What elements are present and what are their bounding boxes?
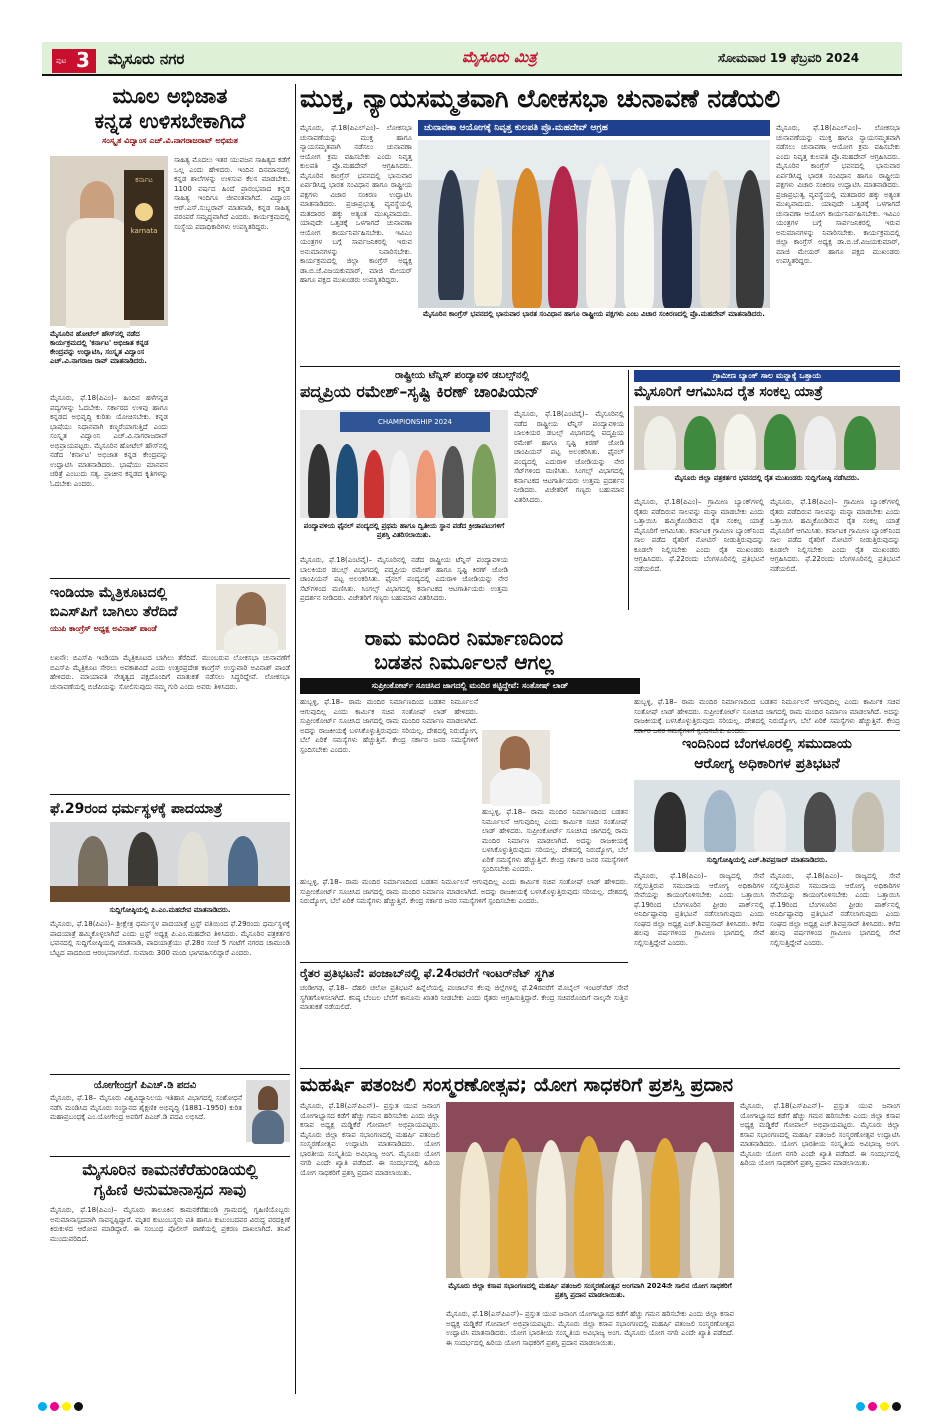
yoga-award-story bbox=[300, 1072, 900, 1392]
divider bbox=[50, 1156, 290, 1157]
headline: ರೈತರ ಪ್ರತಿಭಟನೆ: ಪಂಜಾಬ್‌ನಲ್ಲಿ ಫೆ.24ರವರೆಗೆ ಇಂಟರ್‌ನೆಟ್ ಸ್ಥಗಿತ bbox=[300, 966, 555, 980]
column-rule bbox=[628, 370, 629, 610]
registration-dot bbox=[38, 1402, 47, 1411]
ram-mandir-story bbox=[300, 626, 628, 960]
photo-caption: ಸುದ್ದಿಗೋಷ್ಠಿಯಲ್ಲಿ ಪಿ.ಎಂ.ಮಹದೇವ ಮಾತನಾಡಿದರು. bbox=[109, 906, 231, 914]
headline: ರಾಮ ಮಂದಿರ ನಿರ್ಮಾಣದಿಂದ ಬಡತನ ನಿರ್ಮೂಲನೆ ಆಗಲ್ಲ bbox=[364, 626, 564, 674]
divider bbox=[50, 1074, 290, 1075]
story-body-left: ಮೈಸೂರು, ಫೆ.18(ಪಿಎಂ)– ಹಿಂದಿನ ಹಳೆಗನ್ನಡ ಪದ್ಯಗಳನ್ನು ಓದಬೇಕು. ಸರ್ಕಾರದ ಉಳಿವು ಹಾಗೂ ಕನ್ನಡದ ಅಭಿವೃದ್ಧಿ ಕುರಿತು ಯೋಚಿಸಬೇಕು. ಕನ್ನಡ ಭಾಷೆಯು ನಿಧಾನವಾಗಿ ಕಣ್ಮರೆಯಾಗುತ್ತಿದೆ ಎಂದು ಸಂಸ್ಕೃತ ವಿದ್ವಾಂಸ ಎಚ್.ವಿ.ನಾಗರಾಜರಾವ್ ಅಭಿಪ್ರಾಯಪಟ್ಟರು. ಮೈಸೂರಿನ ಹೋಟೆಲ್ ಹೌಸ್‌ನಲ್ಲಿ ನಡೆದ 'ಕರ್ನಾಟ' ಅಭಿಜಾತ ಕನ್ನಡ ಕೇಂದ್ರವನ್ನು ಉದ್ಘಾಟಿಸಿ ಮಾತನಾಡಿದರು. ಭಾಷೆಯು ಮಾನವನ ಚರಿತ್ರೆ ಎಂಬುದು ಸತ್ಯ. ಪ್ರಾಚೀನ ಕನ್ನಡದ ಕೃತಿಗಳನ್ನು ಓದಬೇಕು ಎಂದರು. bbox=[50, 394, 168, 488]
kicker: ರಾಷ್ಟ್ರೀಯ ಟೆನ್ನಿಸ್ ಪಂದ್ಯಾವಳಿ ಡಬಲ್ಸ್‌ನಲ್ಲಿ bbox=[394, 370, 530, 381]
page-label: ಪುಟ bbox=[56, 57, 67, 65]
registration-dot bbox=[62, 1402, 71, 1411]
paper-name: ಮೈಸೂರು ಮಿತ್ರ bbox=[462, 48, 537, 66]
headline: ಮೂಲ ಅಭಿಜಾತ ಕನ್ನಡ ಉಳಿಸಬೇಕಾಗಿದೆ bbox=[94, 84, 246, 133]
farmers-protest-story bbox=[300, 964, 628, 1066]
masthead bbox=[42, 42, 902, 76]
headline: ಮೈಸೂರಿನ ಕಾಮನಕೆರೆಹುಂಡಿಯಲ್ಲಿ ಗೃಹಿಣಿ ಅನುಮಾನಾಸ್ಪದ ಸಾವು bbox=[82, 1160, 258, 1199]
story-body-right: ಮೈಸೂರು, ಫೆ.18(ಎಂಟಿವೈ)– ಮೈಸೂರಿನಲ್ಲಿ ನಡೆದ ರಾಷ್ಟ್ರೀಯ ಟೆನ್ನಿಸ್ ಪಂದ್ಯಾವಳಿಯ ಬಾಲಕಿಯರ ಡಬಲ್ಸ್ ವಿಭಾಗದಲ್ಲಿ ಪದ್ಮಪ್ರಿಯ ರಮೇಶ್ ಹಾಗೂ ಸೃಷ್ಟಿ ಕಿರಣ್ ಜೋಡಿ ಚಾಂಪಿಯನ್ ಪಟ್ಟ ಅಲಂಕರಿಸಿತು. ಫೈನಲ್ ಪಂದ್ಯದಲ್ಲಿ ಎದುರಾಳಿ ಜೋಡಿಯನ್ನು ನೇರ ಸೆಟ್‌ಗಳಿಂದ ಮಣಿಸಿತು. ಸಿಂಗಲ್ಸ್ ವಿಭಾಗದಲ್ಲಿ ಕರ್ನಾಟಕದ ಆಟಗಾರ್ತಿಯರು ಉತ್ತಮ ಪ್ರದರ್ಶನ ನೀಡಿದರು. ವಿಜೇತರಿಗೆ ಗಣ್ಯರು ಬಹುಮಾನ ವಿತರಿಸಿದರು. bbox=[514, 410, 624, 504]
speaker-photo bbox=[50, 156, 168, 326]
story-body-right: ಮೈಸೂರು, ಫೆ.18(ಎಸ್‌ಪಿಎನ್)– ಪ್ರಸ್ತುತ ಯುವ ಜನಾಂಗ ಯೋಗಾಭ್ಯಾಸದ ಕಡೆಗೆ ಹೆಚ್ಚು ಗಮನ ಹರಿಸಬೇಕು ಎಂದು ಜಿಲ್ಲಾ ಕಸಾಪ ಅಧ್ಯಕ್ಷ ಮಡ್ಡಿಕೆರೆ ಗೋಪಾಲ್ ಅಭಿಪ್ರಾಯಪಟ್ಟರು. ಮೈಸೂರು ಜಿಲ್ಲಾ ಕಸಾಪ ಸಭಾಂಗಣದಲ್ಲಿ ಮಹರ್ಷಿ ಪತಂಜಲಿ ಸಂಸ್ಮರಣೋತ್ಸವ ಉದ್ಘಾಟಿಸಿ ಮಾತನಾಡಿದರು. ಯೋಗ ಭಾರತೀಯ ಸಂಸ್ಕೃತಿಯ ಅವಿಭಾಜ್ಯ ಅಂಗ. ಮೈಸೂರು ಯೋಗ ನಗರಿ ಎಂದೇ ಖ್ಯಾತಿ ಪಡೆದಿದೆ. ಈ ಸಂದರ್ಭದಲ್ಲಿ ಹಿರಿಯ ಯೋಗ ಸಾಧಕರಿಗೆ ಪ್ರಶಸ್ತಿ ಪ್ರದಾನ ಮಾಡಲಾಯಿತು. bbox=[740, 1102, 900, 1167]
minister-photo bbox=[482, 730, 550, 804]
photo-caption: ಮೈಸೂರಿನ ಹೋಟೆಲ್ ಹೌಸ್‌ನಲ್ಲಿ ನಡೆದ ಕಾರ್ಯಕ್ರಮದಲ್ಲಿ 'ಕರ್ನಾಟ' ಅಭಿಜಾತ ಕನ್ನಡ ಕೇಂದ್ರವನ್ನು ಉದ್ಘಾಟಿಸಿ, ಸಂಸ್ಕೃತ ವಿದ್ವಾಂಸ ಎಚ್.ವಿ.ನಾಗರಾಜ ರಾವ್ ಮಾತನಾಡಿದರು. bbox=[50, 330, 149, 365]
championship-banner: CHAMPIONSHIP 2024 bbox=[340, 412, 490, 432]
column-rule bbox=[295, 84, 296, 1394]
press-meet-photo bbox=[634, 780, 900, 852]
lead-body-left: ಮೈಸೂರು, ಫೆ.18(ಪಿಎಲ್‌ಎಂ)– ಲೋಕಸಭಾ ಚುನಾವಣೆಯನ್ನು ಮುಕ್ತ ಹಾಗೂ ನ್ಯಾಯಸಮ್ಮತವಾಗಿ ನಡೆಸಲು ಚುನಾವಣಾ ಆಯೋಗ ಕ್ರಮ ವಹಿಸಬೇಕು ಎಂದು ನಿವೃತ್ತ ಕುಲಪತಿ ಪ್ರೊ.ಮಹದೇವ್ ಆಗ್ರಹಿಸಿದರು. ಮೈಸೂರಿನ ಕಾಂಗ್ರೆಸ್ ಭವನದಲ್ಲಿ ಭಾನುವಾರ ಏರ್ಪಡಿಸಿದ್ದ ಭಾರತ ಸಂವಿಧಾನ ಹಾಗೂ ರಾಷ್ಟ್ರೀಯ ಪಕ್ಷಗಳು ವಿಚಾರ ಸಂಕಿರಣ ಉದ್ಘಾಟಿಸಿ ಮಾತನಾಡಿದರು. ಪ್ರಜಾಪ್ರಭುತ್ವ ವ್ಯವಸ್ಥೆಯಲ್ಲಿ ಮತದಾರರ ಹಕ್ಕು ಅತ್ಯಂತ ಮುಖ್ಯವಾದುದು. ಯಾವುದೇ ಒತ್ತಡಕ್ಕೆ ಒಳಗಾಗದೆ ಚುನಾವಣಾ ಆಯೋಗ ಕಾರ್ಯನಿರ್ವಹಿಸಬೇಕು. ಇವಿಎಂ ಯಂತ್ರಗಳ ಬಗ್ಗೆ ಸಾರ್ವಜನಿಕರಲ್ಲಿ ಇರುವ ಅನುಮಾನಗಳನ್ನು ನಿವಾರಿಸಬೇಕು. ಕಾರ್ಯಕ್ರಮದಲ್ಲಿ ಜಿಲ್ಲಾ ಕಾಂಗ್ರೆಸ್ ಅಧ್ಯಕ್ಷ ಡಾ.ಬಿ.ಜೆ.ವಿಜಯಕುಮಾರ್, ಮಾಜಿ ಮೇಯರ್ ಹಾಗೂ ಪಕ್ಷದ ಮುಖಂಡರು ಉಪಸ್ಥಿತರಿದ್ದರು. bbox=[300, 124, 412, 284]
page-number: 3 bbox=[76, 48, 90, 72]
headline: ಫೆ.29ರಂದ ಧರ್ಮಸ್ಥಳಕ್ಕೆ ಪಾದಯಾತ್ರೆ bbox=[50, 801, 223, 817]
photo-caption: ಪಂದ್ಯಾವಳಿಯ ಫೈನಲ್ ಪಂದ್ಯದಲ್ಲಿ ಪ್ರಥಮ ಹಾಗೂ ದ್ವಿತೀಯ ಸ್ಥಾನ ಪಡೆದ ಕ್ರೀಡಾಪಟುಗಳಿಗೆ ಪ್ರಶಸ್ತಿ ವಿತರಿಸಲಾಯಿತು. bbox=[303, 522, 505, 539]
kicker-bar: ಚುನಾವಣಾ ಆಯೋಗಕ್ಕೆ ನಿವೃತ್ತ ಕುಲಪತಿ ಪ್ರೊ.ಮಹದೇವ್ ಆಗ್ರಹ bbox=[418, 120, 770, 136]
divider bbox=[50, 794, 290, 795]
story-body-right: ಸಾಹಿತ್ಯ ಮೊದಲು ಇತರ ಯುವಜನ ಸಾಹಿತ್ಯದ ಕಡೆಗೆ ಒಲ್ಲ ಎಂದು ಹೇಳಿದರು. ಇಂದಿನ ದಿನಮಾನದಲ್ಲಿ ಕನ್ನಡ ಶಾಲೆಗಳನ್ನು ಉಳಿಸುವ ಕೆಲಸ ಮಾಡಬೇಕು. 1100 ವರ್ಷದ ಹಿಂದೆ ಪ್ರಾರಂಭವಾದ ಕನ್ನಡ ಸಾಹಿತ್ಯ ಇಂದಿಗೂ ಜೀವಂತವಾಗಿದೆ. ವಿದ್ವಾಂಸ ಆರ್.ಎಸ್.ಸುಬ್ಬರಾವ್ ಮಾತನಾಡಿ, ಕನ್ನಡ ಸಾಹಿತ್ಯ ಪರಂಪರೆ ಸಮೃದ್ಧವಾಗಿದೆ ಎಂದರು. ಕಾರ್ಯಕ್ರಮದಲ್ಲಿ ಸಂಸ್ಥೆಯ ಪದಾಧಿಕಾರಿಗಳು ಉಪಸ್ಥಿತರಿದ್ದರು. bbox=[174, 156, 290, 231]
health-officers-story bbox=[634, 734, 900, 1046]
story-kannada-classical bbox=[50, 84, 290, 574]
kicker: ಗ್ರಾಮೀಣ ಬ್ಯಾಂಕ್ ಸಾಲ ಮನ್ನಾಕ್ಕೆ ಒತ್ತಾಯ bbox=[634, 370, 900, 382]
story-body-left: ಹುಬ್ಬಳ್ಳಿ, ಫೆ.18– ರಾಮ ಮಂದಿರ ನಿರ್ಮಾಣದಿಂದ ಬಡತನ ನಿರ್ಮೂಲನೆ ಆಗುವುದಿಲ್ಲ ಎಂದು ಕಾರ್ಮಿಕ ಸಚಿವ ಸಂತೋಷ್ ಲಾಡ್ ಹೇಳಿದರು. ಸುಪ್ರೀಂಕೋರ್ಟ್ ಸೂಚಿಸಿದ ಜಾಗದಲ್ಲಿ ರಾಮ ಮಂದಿರ ನಿರ್ಮಾಣ ಮಾಡಲಾಗಿದೆ. ಅದನ್ನು ರಾಜಕೀಯಕ್ಕೆ ಬಳಸಿಕೊಳ್ಳುತ್ತಿರುವುದು ಸರಿಯಲ್ಲ. ದೇಶದಲ್ಲಿ ನಿರುದ್ಯೋಗ, ಬೆಲೆ ಏರಿಕೆ ಸಮಸ್ಯೆಗಳು ಹೆಚ್ಚುತ್ತಿವೆ. ಕೇಂದ್ರ ಸರ್ಕಾರ ಜನರ ಸಮಸ್ಯೆಗಳಿಗೆ ಸ್ಪಂದಿಸಬೇಕು ಎಂದರು. bbox=[300, 698, 478, 754]
photo-caption: ಸುದ್ದಿಗೋಷ್ಠಿಯಲ್ಲಿ ಎಚ್.ಶಿವಪ್ರಸಾದ್ ಮಾತನಾಡಿದರು. bbox=[706, 856, 828, 864]
tennis-photo bbox=[300, 410, 508, 518]
seminar-photo bbox=[418, 140, 770, 308]
story-body-left: ಮೈಸೂರು, ಫೆ.18(ಪಿಎಂ)– ರಾಜ್ಯದಲ್ಲಿ ಸೇವೆ ಸಲ್ಲಿಸುತ್ತಿರುವ ಸಮುದಾಯ ಆರೋಗ್ಯ ಅಧಿಕಾರಿಗಳ ಸೇವೆಯನ್ನು ಕಾಯಂಗೊಳಿಸಬೇಕು ಎಂದು ಒತ್ತಾಯಿಸಿ ಫೆ.19ರಿಂದ ಬೆಂಗಳೂರಿನ ಫ್ರೀಡಂ ಪಾರ್ಕ್‌ನಲ್ಲಿ ಅನಿರ್ದಿಷ್ಟಾವಧಿ ಪ್ರತಿಭಟನೆ ನಡೆಸಲಾಗುವುದು ಎಂದು ಸಂಘದ ಜಿಲ್ಲಾ ಅಧ್ಯಕ್ಷ ಎಚ್.ಶಿವಪ್ರಸಾದ್ ತಿಳಿಸಿದರು. ಕಳೆದ ಹಲವು ವರ್ಷಗಳಿಂದ ಗ್ರಾಮೀಣ ಭಾಗದಲ್ಲಿ ಸೇವೆ ಸಲ್ಲಿಸುತ್ತಿದ್ದೇವೆ ಎಂದರು. bbox=[634, 872, 764, 947]
headline: ಪದ್ಮಪ್ರಿಯ ರಮೇಶ್–ಸೃಷ್ಟಿ ಕಿರಣ್ ಚಾಂಪಿಯನ್ bbox=[300, 382, 540, 401]
story-body-left: ಮೈಸೂರು, ಫೆ.18(ಪಿಎಂ)– ಗ್ರಾಮೀಣ ಬ್ಯಾಂಕ್‌ಗಳಲ್ಲಿ ರೈತರು ಪಡೆದಿರುವ ಸಾಲವನ್ನು ಮನ್ನಾ ಮಾಡಬೇಕು ಎಂದು ಒತ್ತಾಯಿಸಿ ಹಮ್ಮಿಕೊಂಡಿರುವ ರೈತ ಸಂಕಲ್ಪ ಯಾತ್ರೆ ಮೈಸೂರಿಗೆ ಆಗಮಿಸಿತು. ಕರ್ನಾಟಕ ಗ್ರಾಮೀಣ ಬ್ಯಾಂಕ್‌ನಿಂದ ಸಾಲ ಪಡೆದ ರೈತರಿಗೆ ನೋಟಿಸ್ ನೀಡುತ್ತಿರುವುದನ್ನು ಕೂಡಲೇ ನಿಲ್ಲಿಸಬೇಕು ಎಂದು ರೈತ ಮುಖಂಡರು ಆಗ್ರಹಿಸಿದರು. ಫೆ.22ರಂದು ಬೆಂಗಳೂರಿನಲ್ಲಿ ಪ್ರತಿಭಟನೆ ನಡೆಯಲಿದೆ. bbox=[634, 498, 764, 573]
story-padayatra bbox=[50, 800, 290, 1070]
photo-caption: ಮೈಸೂರು ಜಿಲ್ಲಾ ಕಸಾಪ ಸಭಾಂಗಣದಲ್ಲಿ ಮಹರ್ಷಿ ಪತಂಜಲಿ ಸಂಸ್ಮರಣೋತ್ಸವ ಅಂಗವಾಗಿ 2024ನೇ ಸಾಲಿನ ಯೋಗ ಸಾಧಕರಿಗೆ ಪ್ರಶಸ್ತಿ ಪ್ರದಾನ ಮಾಡಲಾಯಿತು. bbox=[448, 1282, 732, 1299]
registration-dot bbox=[50, 1402, 59, 1411]
photo-caption: ಮೈಸೂರಿನ ಕಾಂಗ್ರೆಸ್ ಭವನದಲ್ಲಿ ಭಾನುವಾರ ಭಾರತ ಸಂವಿಧಾನ ಹಾಗೂ ರಾಷ್ಟ್ರೀಯ ಪಕ್ಷಗಳು ಎಂಬ ವಿಚಾರ ಸಂಕಿರಣದಲ್ಲಿ ಪ್ರೊ.ಮಹದೇವ್ ಮಾತನಾಡಿದರು. bbox=[423, 310, 765, 318]
award-photo bbox=[446, 1102, 734, 1278]
scholar-photo bbox=[246, 1080, 290, 1142]
story-body: ಮೈಸೂರು, ಫೆ.18(ಪಿಎಂ)– ಮೈಸೂರು ತಾಲೂಕಿನ ಕಾಮನಕೆರೆಹುಂಡಿ ಗ್ರಾಮದಲ್ಲಿ ಗೃಹಿಣಿಯೊಬ್ಬರು ಅನುಮಾನಾಸ್ಪದವಾಗಿ ಸಾವನ್ನಪ್ಪಿದ್ದಾರೆ. ಮೃತರ ಕುಟುಂಬಸ್ಥರು ಪತಿ ಹಾಗೂ ಕುಟುಂಬದವರ ವಿರುದ್ಧ ವರದಕ್ಷಿಣೆ ಕಿರುಕುಳದ ಆರೋಪ ಮಾಡಿದ್ದಾರೆ. ಈ ಸಂಬಂಧ ಪೊಲೀಸ್ ಠಾಣೆಯಲ್ಲಿ ಪ್ರಕರಣ ದಾಖಲಾಗಿದೆ. ತನಿಖೆ ಮುಂದುವರಿದಿದೆ. bbox=[50, 1206, 290, 1243]
banner-standee: ಕರ್ನಾಟ karnata bbox=[124, 170, 164, 320]
issue-date: ಸೋಮವಾರ 19 ಫೆಬ್ರವರಿ 2024 bbox=[718, 51, 860, 65]
page-number-box bbox=[52, 49, 96, 73]
story-body-left: ಮೈಸೂರು, ಫೆ.18(ಎಂಟಿವೈ)– ಮೈಸೂರಿನಲ್ಲಿ ನಡೆದ ರಾಷ್ಟ್ರೀಯ ಟೆನ್ನಿಸ್ ಪಂದ್ಯಾವಳಿಯ ಬಾಲಕಿಯರ ಡಬಲ್ಸ್ ವಿಭಾಗದಲ್ಲಿ ಪದ್ಮಪ್ರಿಯ ರಮೇಶ್ ಹಾಗೂ ಸೃಷ್ಟಿ ಕಿರಣ್ ಜೋಡಿ ಚಾಂಪಿಯನ್ ಪಟ್ಟ ಅಲಂಕರಿಸಿತು. ಫೈನಲ್ ಪಂದ್ಯದಲ್ಲಿ ಎದುರಾಳಿ ಜೋಡಿಯನ್ನು ನೇರ ಸೆಟ್‌ಗಳಿಂದ ಮಣಿಸಿತು. ಸಿಂಗಲ್ಸ್ ವಿಭಾಗದಲ್ಲಿ ಕರ್ನಾಟಕದ ಆಟಗಾರ್ತಿಯರು ಉತ್ತಮ ಪ್ರದರ್ಶನ ನೀಡಿದರು. ವಿಜೇತರಿಗೆ ಗಣ್ಯರು ಬಹುಮಾನ ವಿತರಿಸಿದರು. bbox=[300, 556, 508, 602]
ram-story-continued: ಹುಬ್ಬಳ್ಳಿ, ಫೆ.18– ರಾಮ ಮಂದಿರ ನಿರ್ಮಾಣದಿಂದ ಬಡತನ ನಿರ್ಮೂಲನೆ ಆಗುವುದಿಲ್ಲ ಎಂದು ಕಾರ್ಮಿಕ ಸಚಿವ ಸಂತೋಷ್ ಲಾಡ್ ಹೇಳಿದರು. ಸುಪ್ರೀಂಕೋರ್ಟ್ ಸೂಚಿಸಿದ ಜಾಗದಲ್ಲಿ ರಾಮ ಮಂದಿರ ನಿರ್ಮಾಣ ಮಾಡಲಾಗಿದೆ. ಅದನ್ನು ರಾಜಕೀಯಕ್ಕೆ ಬಳಸಿಕೊಳ್ಳುತ್ತಿರುವುದು ಸರಿಯಲ್ಲ. ದೇಶದಲ್ಲಿ ನಿರುದ್ಯೋಗ, ಬೆಲೆ ಏರಿಕೆ ಸಮಸ್ಯೆಗಳು ಹೆಚ್ಚುತ್ತಿವೆ. ಕೇಂದ್ರ bbox=[634, 698, 900, 725]
registration-dot bbox=[892, 1402, 901, 1411]
subhead: ಯುಪಿ ಕಾಂಗ್ರೆಸ್ ಅಧ್ಯಕ್ಷ ಅವಿನಾಶ್ ಪಾಂಡೆ bbox=[50, 624, 157, 633]
lead-body-right: ಮೈಸೂರು, ಫೆ.18(ಪಿಎಲ್‌ಎಂ)– ಲೋಕಸಭಾ ಚುನಾವಣೆಯನ್ನು ಮುಕ್ತ ಹಾಗೂ ನ್ಯಾಯಸಮ್ಮತವಾಗಿ ನಡೆಸಲು ಚುನಾವಣಾ ಆಯೋಗ ಕ್ರಮ ವಹಿಸಬೇಕು ಎಂದು ನಿವೃತ್ತ ಕುಲಪತಿ ಪ್ರೊ.ಮಹದೇವ್ ಆಗ್ರಹಿಸಿದರು. ಮೈಸೂರಿನ ಕಾಂಗ್ರೆಸ್ ಭವನದಲ್ಲಿ ಭಾನುವಾರ ಏರ್ಪಡಿಸಿದ್ದ ಭಾರತ ಸಂವಿಧಾನ ಹಾಗೂ ರಾಷ್ಟ್ರೀಯ ಪಕ್ಷಗಳು ವಿಚಾರ ಸಂಕಿರಣ ಉದ್ಘಾಟಿಸಿ ಮಾತನಾಡಿದರು. ಪ್ರಜಾಪ್ರಭುತ್ವ ವ್ಯವಸ್ಥೆಯಲ್ಲಿ ಮತದಾರರ ಹಕ್ಕು ಅತ್ಯಂತ ಮುಖ್ಯವಾದುದು. ಯಾವುದೇ ಒತ್ತಡಕ್ಕೆ ಒಳಗಾಗದೆ ಚುನಾವಣಾ ಆಯೋಗ ಕಾರ್ಯನಿರ್ವಹಿಸಬೇಕು. ಇವಿಎಂ ಯಂತ್ರಗಳ ಬಗ್ಗೆ ಸಾರ್ವಜನಿಕರಲ್ಲಿ ಇರುವ ಅನುಮಾನಗಳನ್ನು ನಿವಾರಿಸಬೇಕು. ಕಾರ್ಯಕ್ರಮದಲ್ಲಿ ಜಿಲ್ಲಾ ಕಾಂಗ್ರೆಸ್ ಅಧ್ಯಕ್ಷ ಡಾ.ಬಿ.ಜೆ.ವಿಜಯಕುಮಾರ್, ಮಾಜಿ ಮೇಯರ್ ಹಾಗೂ ಪಕ್ಷದ ಮುಖಂಡರು ಉಪಸ್ಥಿತರಿದ್ದರು. bbox=[776, 124, 900, 265]
story-body-left: ಮೈಸೂರು, ಫೆ.18(ಎಸ್‌ಪಿಎನ್)– ಪ್ರಸ್ತುತ ಯುವ ಜನಾಂಗ ಯೋಗಾಭ್ಯಾಸದ ಕಡೆಗೆ ಹೆಚ್ಚು ಗಮನ ಹರಿಸಬೇಕು ಎಂದು ಜಿಲ್ಲಾ ಕಸಾಪ ಅಧ್ಯಕ್ಷ ಮಡ್ಡಿಕೆರೆ ಗೋಪಾಲ್ ಅಭಿಪ್ರಾಯಪಟ್ಟರು. ಮೈಸೂರು ಜಿಲ್ಲಾ ಕಸಾಪ ಸಭಾಂಗಣದಲ್ಲಿ ಮಹರ್ಷಿ ಪತಂಜಲಿ ಸಂಸ್ಮರಣೋತ್ಸವ ಉದ್ಘಾಟಿಸಿ ಮಾತನಾಡಿದರು. ಯೋಗ ಭಾರತೀಯ ಸಂಸ್ಕೃತಿಯ ಅವಿಭಾಜ್ಯ ಅಂಗ. ಮೈಸೂರು ಯೋಗ ನಗರಿ ಎಂದೇ ಖ್ಯಾತಿ ಪಡೆದಿದೆ. ಈ ಸಂದರ್ಭದಲ್ಲಿ ಹಿರಿಯ ಯೋಗ ಸಾಧಕರಿಗೆ ಪ್ರಶಸ್ತಿ ಪ್ರದಾನ ಮಾಡಲಾಯಿತು. bbox=[300, 1102, 440, 1177]
story-body-lower: ಹುಬ್ಬಳ್ಳಿ, ಫೆ.18– ರಾಮ ಮಂದಿರ ನಿರ್ಮಾಣದಿಂದ ಬಡತನ ನಿರ್ಮೂಲನೆ ಆಗುವುದಿಲ್ಲ ಎಂದು ಕಾರ್ಮಿಕ ಸಚಿವ ಸಂತೋಷ್ ಲಾಡ್ ಹೇಳಿದರು. ಸುಪ್ರೀಂಕೋರ್ಟ್ ಸೂಚಿಸಿದ ಜಾಗದಲ್ಲಿ ರಾಮ ಮಂದಿರ ನಿರ್ಮಾಣ ಮಾಡಲಾಗಿದೆ. ಅದನ್ನು ರಾಜಕೀಯಕ್ಕೆ ಬಳಸಿಕೊಳ್ಳುತ್ತಿರುವುದು ಸರಿಯಲ್ಲ. ದೇಶದಲ್ಲಿ ನಿರುದ್ಯೋಗ, ಬೆಲೆ ಏರಿಕೆ ಸಮಸ್ಯೆಗಳು ಹೆಚ್ಚುತ್ತಿವೆ. ಕೇಂದ್ರ ಸರ್ಕಾರ ಜನರ ಸಮಸ್ಯೆಗಳಿಗೆ ಸ್ಪಂದಿಸಬೇಕು ಎಂದರು. bbox=[300, 878, 628, 905]
divider bbox=[50, 578, 290, 579]
story-housewife-death bbox=[50, 1160, 290, 1390]
divider bbox=[300, 366, 900, 367]
divider bbox=[300, 1068, 900, 1069]
leader-photo bbox=[216, 584, 286, 650]
registration-dot bbox=[880, 1402, 889, 1411]
story-body: ಲಖನೌ: ಬಿಎಸ್‌ಪಿ ಇಂಡಿಯಾ ಮೈತ್ರಿಕೂಟದ ಬಾಗಿಲು ತೆರೆದಿದೆ. ಮುಂಬರುವ ಲೋಕಸಭಾ ಚುನಾವಣೆಗೆ ಬಿಎಸ್‌ಪಿ ಮೈತ್ರಿಕೂಟ ಸೇರಲು ಅವಕಾಶವಿದೆ ಎಂದು ಉತ್ತರಪ್ರದೇಶ ಕಾಂಗ್ರೆಸ್ ಉಸ್ತುವಾರಿ ಅವಿನಾಶ್ ಪಾಂಡೆ ಹೇಳಿದರು. ಮಾಯಾವತಿ ನೇತೃತ್ವದ ಪಕ್ಷದೊಂದಿಗೆ ಮಾತುಕತೆ ನಡೆಸಲು ಸಿದ್ಧರಿದ್ದೇವೆ. ಲೋಕಸಭಾ ಚುನಾವಣೆಯಲ್ಲಿ ಬಿಜೆಪಿಯನ್ನು ಸೋಲಿಸುವುದು ನಮ್ಮ ಗುರಿ ಎಂದು ಅವರು ತಿಳಿಸಿದರು. bbox=[50, 654, 290, 691]
lead-story bbox=[300, 84, 900, 364]
registration-dot bbox=[74, 1402, 83, 1411]
yatra-photo bbox=[634, 406, 900, 470]
registration-dot bbox=[868, 1402, 877, 1411]
subhead: ಸಂಸ್ಕೃತ ವಿದ್ವಾಂಸ ಎಚ್.ವಿ.ನಾಗರಾಜರಾವ್ ಅಭಿಮತ bbox=[102, 136, 238, 145]
story-body: ಮೈಸೂರು, ಫೆ.18(ಪಿಎಂ)– ಶ್ರೀಕ್ಷೇತ್ರ ಧರ್ಮಸ್ಥಳ ಪಾದಯಾತ್ರೆ ಟ್ರಸ್ಟ್ ವತಿಯಿಂದ ಫೆ.29ರಂದು ಧರ್ಮಸ್ಥಳಕ್ಕೆ ಪಾದಯಾತ್ರೆ ಹಮ್ಮಿಕೊಳ್ಳಲಾಗಿದೆ ಎಂದು ಟ್ರಸ್ಟ್ ಅಧ್ಯಕ್ಷ ಪಿ.ಎಂ.ಮಹದೇವ ತಿಳಿಸಿದರು. ಮೈಸೂರಿನ ಪತ್ರಕರ್ತರ ಭವನದಲ್ಲಿ ಸುದ್ದಿಗೋಷ್ಠಿಯಲ್ಲಿ ಮಾತನಾಡಿ, ಪಾದಯಾತ್ರೆಯು ಫೆ.28ರ ಸಂಜೆ 5 ಗಂಟೆಗೆ ನಗರದ ಚಾಮುಂಡಿ ಬೆಟ್ಟದ ಪಾದದಿಂದ ಆರಂಭವಾಗಲಿದೆ. ಸುಮಾರು 300 ಮಂದಿ ಭಾಗವಹಿಸಲಿದ್ದಾರೆ ಎಂದರು. bbox=[50, 920, 290, 957]
yatra-story bbox=[634, 370, 900, 696]
story-body-right: ಮೈಸೂರು, ಫೆ.18(ಪಿಎಂ)– ರಾಜ್ಯದಲ್ಲಿ ಸೇವೆ ಸಲ್ಲಿಸುತ್ತಿರುವ ಸಮುದಾಯ ಆರೋಗ್ಯ ಅಧಿಕಾರಿಗಳ ಸೇವೆಯನ್ನು ಕಾಯಂಗೊಳಿಸಬೇಕು ಎಂದು ಒತ್ತಾಯಿಸಿ ಫೆ.19ರಿಂದ ಬೆಂಗಳೂರಿನ ಫ್ರೀಡಂ ಪಾರ್ಕ್‌ನಲ್ಲಿ ಅನಿರ್ದಿಷ್ಟಾವಧಿ ಪ್ರತಿಭಟನೆ ನಡೆಸಲಾಗುವುದು ಎಂದು ಸಂಘದ ಜಿಲ್ಲಾ ಅಧ್ಯಕ್ಷ ಎಚ್.ಶಿವಪ್ರಸಾದ್ ತಿಳಿಸಿದರು. ಕಳೆದ ಹಲವು ವರ್ಷಗಳಿಂದ ಗ್ರಾಮೀಣ ಭಾಗದಲ್ಲಿ ಸೇವೆ ಸಲ್ಲಿಸುತ್ತಿದ್ದೇವೆ ಎಂದರು. bbox=[770, 872, 900, 947]
tennis-story bbox=[300, 370, 624, 622]
headline: ಮೈಸೂರಿಗೆ ಆಗಮಿಸಿದ ರೈತ ಸಂಕಲ್ಪ ಯಾತ್ರೆ bbox=[634, 384, 823, 400]
lead-headline: ಮುಕ್ತ, ನ್ಯಾಯಸಮ್ಮತವಾಗಿ ಲೋಕಸಭಾ ಚುನಾವಣೆ ನಡೆಯಲಿ bbox=[300, 84, 781, 113]
story-body-mid: ಮೈಸೂರು, ಫೆ.18(ಎಸ್‌ಪಿಎನ್)– ಪ್ರಸ್ತುತ ಯುವ ಜನಾಂಗ ಯೋಗಾಭ್ಯಾಸದ ಕಡೆಗೆ ಹೆಚ್ಚು ಗಮನ ಹರಿಸಬೇಕು ಎಂದು ಜಿಲ್ಲಾ ಕಸಾಪ ಅಧ್ಯಕ್ಷ ಮಡ್ಡಿಕೆರೆ ಗೋಪಾಲ್ ಅಭಿಪ್ರಾಯಪಟ್ಟರು. ಮೈಸೂರು ಜಿಲ್ಲಾ ಕಸಾಪ ಸಭಾಂಗಣದಲ್ಲಿ ಮಹರ್ಷಿ ಪತಂಜಲಿ ಸಂಸ್ಮರಣೋತ್ಸವ ಉದ್ಘಾಟಿಸಿ ಮಾತನಾಡಿದರು. ಯೋಗ ಭಾರತೀಯ ಸಂಸ್ಕೃತಿಯ ಅವಿಭಾಜ್ಯ ಅಂಗ. ಮೈಸೂರು ಯೋಗ ನಗರಿ ಎಂದೇ ಖ್ಯಾತಿ ಪಡೆದಿದೆ. ಈ ಸಂದರ್ಭದಲ್ಲಿ ಹಿರಿಯ ಯೋಗ ಸಾಧಕರಿಗೆ ಪ್ರಶಸ್ತಿ ಪ್ರದಾನ ಮಾಡಲಾಯಿತು. bbox=[446, 1310, 734, 1347]
headline: ಇಂಡಿಯಾ ಮೈತ್ರಿಕೂಟದಲ್ಲಿ ಬಿಎಸ್‌ಪಿಗೆ ಬಾಗಿಲು ತೆರೆದಿದೆ bbox=[50, 585, 178, 620]
divider bbox=[300, 962, 628, 963]
story-phd bbox=[50, 1080, 290, 1152]
registration-dot bbox=[856, 1402, 865, 1411]
headline: ಯೋಗೇಂದ್ರಗೆ ಪಿಎಚ್.ಡಿ ಪದವಿ bbox=[93, 1080, 197, 1091]
headline: ಇಂದಿನಿಂದ ಬೆಂಗಳೂರಲ್ಲಿ ಸಮುದಾಯ ಆರೋಗ್ಯ ಅಧಿಕಾರಿಗಳ ಪ್ರತಿಭಟನೆ bbox=[682, 736, 852, 772]
story-body-mid: ಹುಬ್ಬಳ್ಳಿ, ಫೆ.18– ರಾಮ ಮಂದಿರ ನಿರ್ಮಾಣದಿಂದ ಬಡತನ ನಿರ್ಮೂಲನೆ ಆಗುವುದಿಲ್ಲ ಎಂದು ಕಾರ್ಮಿಕ ಸಚಿವ ಸಂತೋಷ್ ಲಾಡ್ ಹೇಳಿದರು. ಸುಪ್ರೀಂಕೋರ್ಟ್ ಸೂಚಿಸಿದ ಜಾಗದಲ್ಲಿ ರಾಮ ಮಂದಿರ ನಿರ್ಮಾಣ ಮಾಡಲಾಗಿದೆ. ಅದನ್ನು ರಾಜಕೀಯಕ್ಕೆ ಬಳಸಿಕೊಳ್ಳುತ್ತಿರುವುದು ಸರಿಯಲ್ಲ. ದೇಶದಲ್ಲಿ ನಿರುದ್ಯೋಗ, ಬೆಲೆ ಏರಿಕೆ ಸಮಸ್ಯೆಗಳು ಹೆಚ್ಚುತ್ತಿವೆ. ಕೇಂದ್ರ ಸರ್ಕಾರ ಜನರ ಸಮಸ್ಯೆಗಳಿಗೆ ಸ್ಪಂದಿಸಬೇಕು ಎಂದರು. bbox=[482, 808, 628, 873]
press-meet-photo bbox=[50, 822, 290, 902]
story-body-right: ಮೈಸೂರು, ಫೆ.18(ಪಿಎಂ)– ಗ್ರಾಮೀಣ ಬ್ಯಾಂಕ್‌ಗಳಲ್ಲಿ ರೈತರು ಪಡೆದಿರುವ ಸಾಲವನ್ನು ಮನ್ನಾ ಮಾಡಬೇಕು ಎಂದು ಒತ್ತಾಯಿಸಿ ಹಮ್ಮಿಕೊಂಡಿರುವ ರೈತ ಸಂಕಲ್ಪ ಯಾತ್ರೆ ಮೈಸೂರಿಗೆ ಆಗಮಿಸಿತು. ಕರ್ನಾಟಕ ಗ್ರಾಮೀಣ ಬ್ಯಾಂಕ್‌ನಿಂದ ಸಾಲ ಪಡೆದ ರೈತರಿಗೆ ನೋಟಿಸ್ ನೀಡುತ್ತಿರುವುದನ್ನು ಕೂಡಲೇ ನಿಲ್ಲಿಸಬೇಕು ಎಂದು ರೈತ ಮುಖಂಡರು ಆಗ್ರಹಿಸಿದರು. ಫೆ.22ರಂದು ಬೆಂಗಳೂರಿನಲ್ಲಿ ಪ್ರತಿಭಟನೆ ನಡೆಯಲಿದೆ. bbox=[770, 498, 900, 573]
story-body: ಮೈಸೂರು, ಫೆ.18– ಮೈಸೂರು ವಿಶ್ವವಿದ್ಯಾನಿಲಯ ಇತಿಹಾಸ ವಿಭಾಗದಲ್ಲಿ ಸಂಶೋಧನೆ ನಡೆಸಿ ಮಂಡಿಸಿದ ಮೈಸೂರು ಸಂಸ್ಥಾನದ ಶೈಕ್ಷಣಿಕ ಅಭಿವೃದ್ಧಿ (1881–1950) ಕುರಿತ ಮಹಾಪ್ರಬಂಧಕ್ಕೆ ಎಂ.ಯೋಗೇಂದ್ರ ಅವರಿಗೆ ಪಿಎಚ್.ಡಿ ಪದವಿ ಲಭಿಸಿದೆ. bbox=[50, 1094, 242, 1121]
section-name: ಮೈಸೂರು ನಗರ bbox=[108, 50, 185, 68]
kicker-bar: ಸುಪ್ರೀಂಕೋರ್ಟ್ ಸೂಚಿಸಿದ ಜಾಗದಲ್ಲಿ ಮಂದಿರ ಕಟ್ಟಿದ್ದೇವೆ: ಸಂತೋಷ್ ಲಾಡ್ bbox=[300, 678, 640, 694]
story-body: ಚಂಡೀಗಢ, ಫೆ.18– ದೆಹಲಿ ಚಲೋ ಪ್ರತಿಭಟನೆ ಹಿನ್ನೆಲೆಯಲ್ಲಿ ಪಂಜಾಬ್‌ನ ಕೆಲವು ಜಿಲ್ಲೆಗಳಲ್ಲಿ ಫೆ.24ರವರೆಗೆ ಮೊಬೈಲ್ ಇಂಟರ್‌ನೆಟ್ ಸೇವೆ ಸ್ಥಗಿತಗೊಳಿಸಲಾಗಿದೆ. ಕನಿಷ್ಠ ಬೆಂಬಲ ಬೆಲೆಗೆ ಕಾನೂನು ಖಾತರಿ ನೀಡಬೇಕು ಎಂದು ರೈತರು ಆಗ್ರಹಿಸುತ್ತಿದ್ದಾರೆ. ಕೇಂದ್ರ ಸಚಿವರೊಂದಿಗೆ ನಾಲ್ಕನೇ ಸುತ್ತಿನ ಮಾತುಕತೆ ನಡೆಯಲಿದೆ. bbox=[300, 984, 628, 1011]
photo-caption: ಮೈಸೂರು ಜಿಲ್ಲಾ ಪತ್ರಕರ್ತರ ಭವನದಲ್ಲಿ ರೈತ ಮುಖಂಡರು ಸುದ್ದಿಗೋಷ್ಠಿ ನಡೆಸಿದರು. bbox=[674, 474, 860, 482]
story-india-alliance bbox=[50, 584, 290, 784]
headline: ಮಹರ್ಷಿ ಪತಂಜಲಿ ಸಂಸ್ಮರಣೋತ್ಸವ; ಯೋಗ ಸಾಧಕರಿಗೆ ಪ್ರಶಸ್ತಿ ಪ್ರದಾನ bbox=[300, 1074, 734, 1096]
divider bbox=[634, 730, 900, 731]
